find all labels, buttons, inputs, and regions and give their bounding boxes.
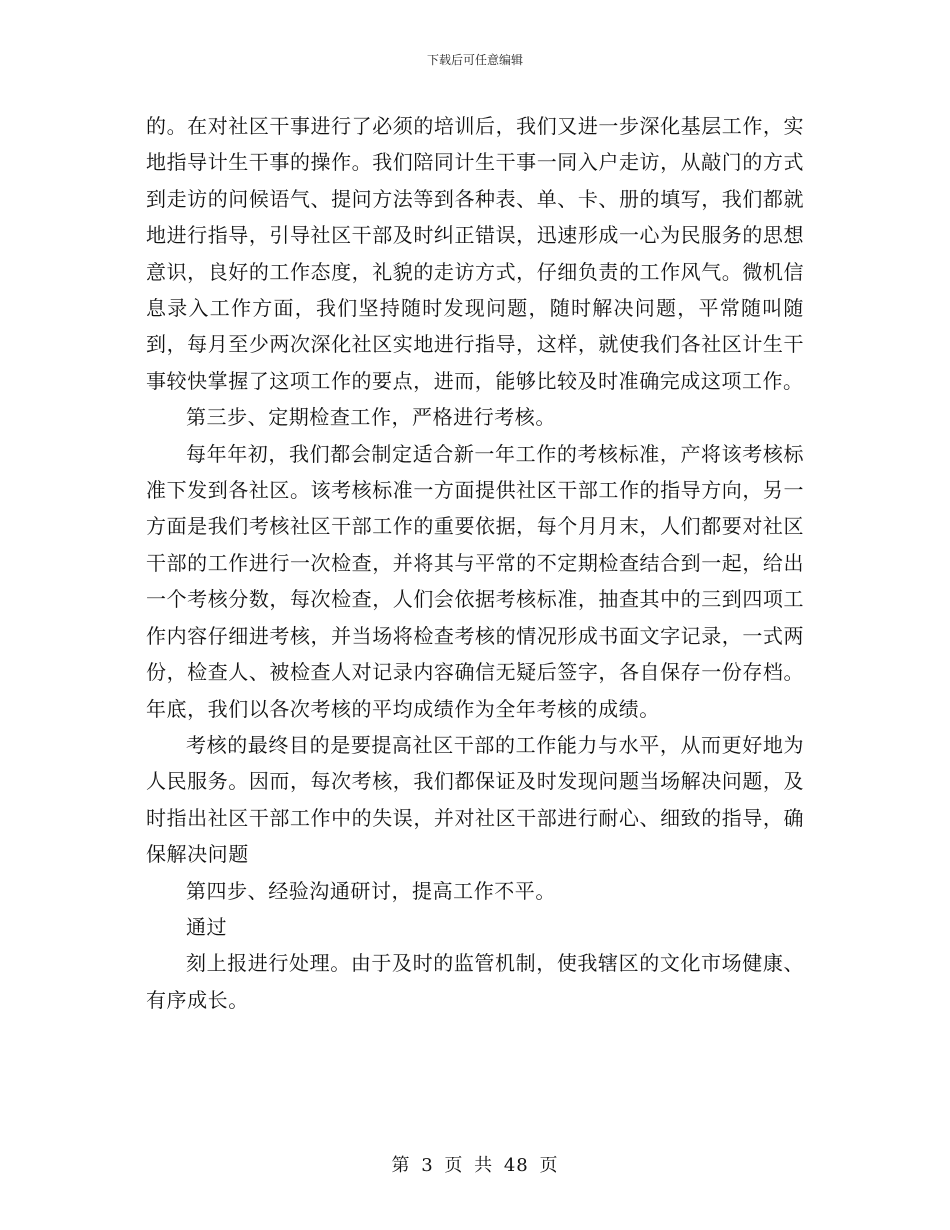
paragraph-7: 刻上报进行处理。由于及时的监管机制，使我辖区的文化市场健康、有序成长。 (146, 951, 804, 1012)
paragraph-3: 每年年初，我们都会制定适合新一年工作的考核标准，产将该考核标准下发到各社区。该考核标准一方面提供社区干部工作的指导方向，另一方面是我们考核社区干部工作的重要依据，每个月月末，人们都要对社区干部的工作进行一次检查，并将其与平常的不定期检查结合到一起，给出一个考核分数，每次检查，人们会依据考核标准，抽查其中的三到四项工作内容仔细进考核，并当场将检查考核的情况形成书面文字记录，一式两份，检查人、被检查人对记录内容确信无疑后签字，各自保存一份存档。年底，我们以各次考核的平均成绩作为全年考核的成绩。 (146, 441, 804, 721)
page-footer: 第 3 页 共 48 页 (391, 1155, 559, 1176)
paragraph-1: 的。在对社区干事进行了必须的培训后，我们又进一步深化基层工作，实地指导计生干事的操作。我们陪同计生干事一同入户走访，从敲门的方式到走访的问候语气、提问方法等到各种表、单、卡、册的填写，我们都就地进行指导，引导社区干部及时纠正错误，迅速形成一心为民服务的思想意识，良好的工作态度，礼貌的走访方式，仔细负责的工作风气。微机信息录入工作方面，我们坚持随时发现问题，随时解决问题，平常随叫随到，每月至少两次深化社区实地进行指导，这样，就使我们各社区计生干事较快掌握了这项工作的要点，进而，能够比较及时准确完成这项工作。 (146, 114, 804, 393)
paragraph-6: 通过 (186, 914, 228, 939)
paragraph-5: 第四步、经验沟通研讨，提高工作不平。 (186, 878, 556, 903)
document-body (146, 108, 804, 1018)
paragraph-2: 第三步、定期检查工作，严格进行考核。 (186, 405, 556, 430)
page-header: 下载后可任意编辑 (426, 53, 523, 67)
paragraph-4: 考核的最终目的是要提高社区干部的工作能力与水平，从而更好地为人民服务。因而，每次考核，我们都保证及时发现问题当场解决问题，及时指出社区干部工作中的失误，并对社区干部进行耐心、细致的指导，确保解决问题 (146, 732, 804, 867)
